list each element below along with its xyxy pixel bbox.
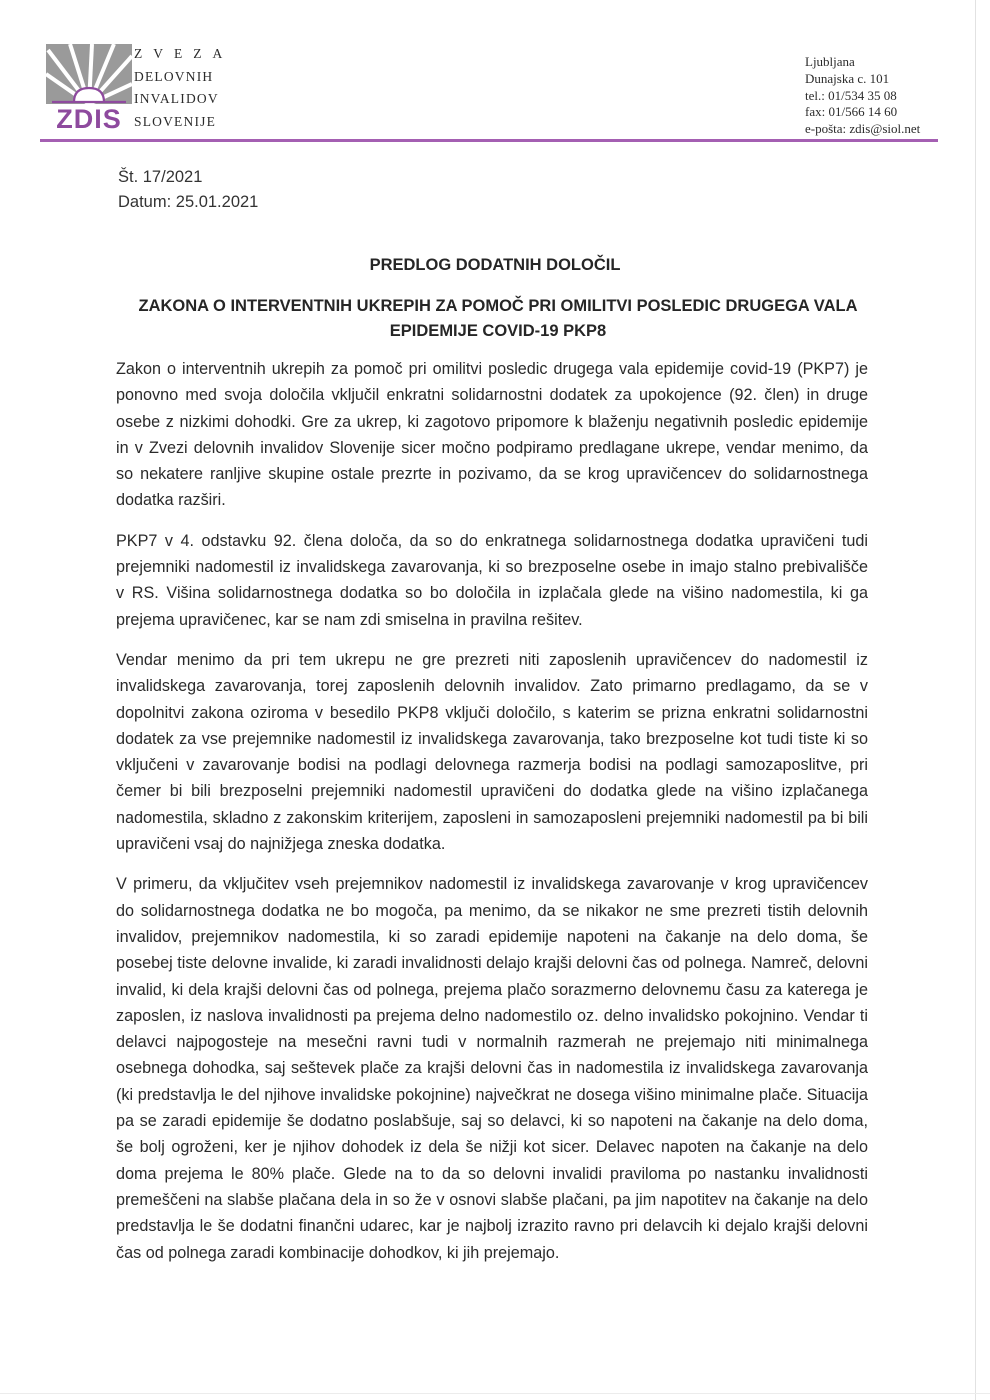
document-body	[116, 356, 868, 1280]
document-number: Št. 17/2021	[118, 168, 203, 186]
org-name-line: INVALIDOV	[134, 91, 219, 106]
document-date: Datum: 25.01.2021	[118, 193, 259, 211]
body-paragraph: Vendar menimo da pri tem ukrepu ne gre prezreti niti zaposlenih upravičencev do nadomestil iz invalidskega zavarovanja, torej zaposlenih delovnih invalidov. Zato primarno predlagamo, da se v dopolnitvi zakona oziroma v besedilo PKP8 vključi določilo, s katerim se prizna enkratni solidarnostni dodatek za vse prejemnike nadomestil iz invalidskega zavarovanja, tako brezposelne kot tudi tiste ki so vključeni v zavarovanje bodisi na podlagi delovnega razmerja bodisi na podlagi samozaposlitve, pri čemer bi bili brezposelni prejemniki nadomestil upravičeni do dodatka glede na višino izplačanega nadomestila, skladno z zakonskim kriterijem, zaposleni in samozaposleni prejemniki nadomestil pa bi bili upravičeni vsaj do najnižjega zneska dodatka.	[116, 650, 868, 854]
zdis-logo-icon	[46, 44, 132, 130]
body-paragraph: Zakon o interventnih ukrepih za pomoč pri omilitvi posledic drugega vala epidemije covid-19 (PKP7) je ponovno med svoja določila vključil enkratni solidarnostni dodatek za upokojence (92. člen) in druge osebe z nizkimi dohodki. Gre za ukrep, ki zagotovo pripomore k blaženju negativnih posledic epidemije in v Zvezi delovnih invalidov Slovenije sicer močno podpiramo predlagane ukrepe, vendar menimo, da so nekatere ranljive skupine ostale prezrte in pozivamo, da se krog upravičencev do solidarnostnega dodatka razširi.	[116, 360, 868, 510]
document-subtitle: ZAKONA O INTERVENTNIH UKREPIH ZA POMOČ PRI OMILITVI POSLEDIC DRUGEGA VALA EPIDEMIJE COVID-19 PKP8	[138, 297, 858, 340]
header-divider	[40, 139, 938, 142]
address-fax: fax: 01/566 14 60	[805, 104, 898, 120]
zdis-logo	[46, 44, 132, 130]
body-paragraph: V primeru, da vključitev vseh prejemnikov nadomestil iz invalidskega zavarovanje v krog upravičencev do solidarnostnega dodatka ne bo mogoča, pa menimo, da se nikakor ne sme prezreti tistih delovnih invalidov, prejemnikov nadomestila, ki so zaradi epidemije napoteni na čakanje na delo doma, še posebej tiste delovne invalide, ki zaradi invalidnosti delajo krajši delovni čas od polnega. Namreč, delovni invalid, ki dela krajši delovni čas od polnega, prejema plačo sorazmerno delovnemu času za katerega je zaposlen, iz naslova invalidnosti pa prejema delno nadomestilo oz. delno invalidsko pokojnino. Vendar ti delavci najpogosteje na mesečni ravni tudi v normalnih razmerah ne prejemajo niti minimalnega osebnega dohodka, saj seštevek plače za krajši delovni čas in nadomestila iz invalidskega zavarovanja (ki predstavlja le del njihove invalidske pokojnine) največkrat ne dosega višino minimalne plače. Situacija pa se zaradi epidemije še dodatno poslabšuje, saj so delavci, ki so napoteni na čakanje na delo doma, še bolj ogroženi, ker je njihov dohodek iz dela še nižji kot sicer. Delavec napoten na čakanje na delo doma prejema le 80% plače. Glede na to da so delovni invalidi praviloma po nastanku invalidnosti premeščeni na slabše plačana dela in so že v osnovi slabše plačani, pa jim napotitev na čakanje na delo predstavlja le še dodatni finančni udarec, kar je najbolj izrazito ravno pri delavcih ki dejalo krajši delovni čas od polnega zaradi kombinacije dohodkov, ki jih prejemajo.	[116, 875, 868, 1262]
address-phone: tel.: 01/534 35 08	[805, 87, 897, 103]
address-street: Dunajska c. 101	[805, 70, 890, 86]
org-name-line: ZVEZA	[134, 46, 234, 61]
address-email: e-pošta: zdis@siol.net	[805, 121, 921, 137]
document-title: PREDLOG DODATNIH DOLOČIL	[369, 256, 621, 274]
document-meta	[118, 165, 258, 215]
org-name-line: DELOVNIH	[134, 68, 214, 84]
svg-text:ZDIS: ZDIS	[56, 104, 122, 130]
scan-bottom-line	[0, 1393, 990, 1394]
address-city: Ljubljana	[805, 54, 855, 69]
organization-name	[134, 43, 233, 133]
org-name-line: SLOVENIJE	[134, 113, 217, 129]
scan-edge-line	[975, 0, 976, 1400]
address-block	[805, 54, 920, 138]
body-paragraph: PKP7 v 4. odstavku 92. člena določa, da so do enkratnega solidarnostnega dodatka upravičeni tudi prejemniki nadomestil iz invalidskega zavarovanja, ki so brezposelne osebe in imajo stalno prebivališče v RS. Višina solidarnostnega dodatka so bo določila in izplačala glede na višino nadomestila, ki ga prejema upravičenec, kar se nam zdi smiselna in pravilna rešitev.	[116, 531, 868, 629]
